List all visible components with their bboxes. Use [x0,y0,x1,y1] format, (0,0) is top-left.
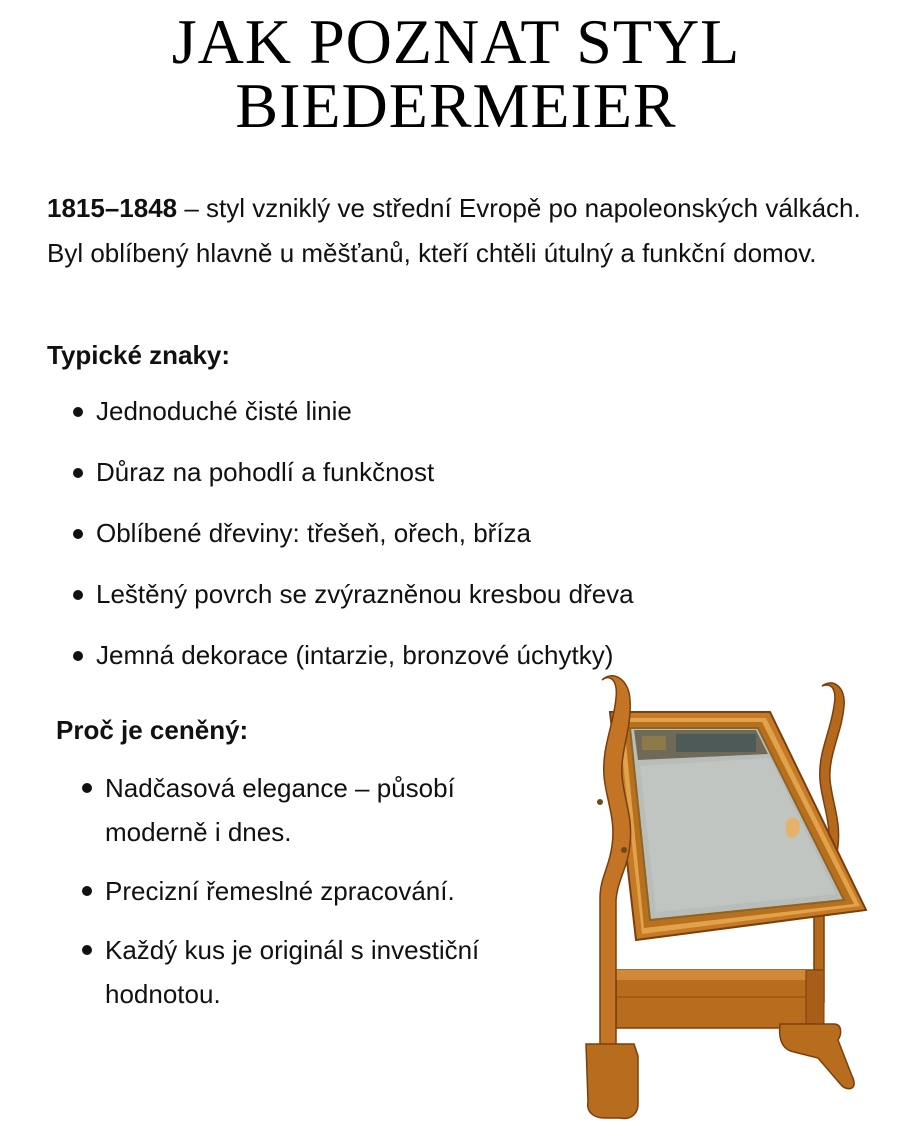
page-title-line-2: BIEDERMEIER [235,70,677,141]
biedermeier-cheval-mirror-icon [580,672,872,1127]
why-valued-list [82,766,552,1031]
typical-features-heading: Typické znaky: [47,340,231,370]
list-item: Nadčasová elegance – působí moderně i dnes. [82,766,552,854]
intro-text: – styl vzniklý ve střední Evropě po napoleonských válkách. Byl oblíbený hlavně u měšťanů, kteří chtěli útulný a funkční domov. [47,193,861,268]
list-item: Jemná dekorace (intarzie, bronzové úchytky) [73,636,833,697]
list-item: Oblíbené dřeviny: třešeň, ořech, bříza [73,514,833,575]
page-title-line-1: JAK POZNAT STYL [171,6,741,77]
list-item: Leštěný povrch se zvýrazněnou kresbou dřeva [73,575,833,636]
typical-features-list [73,392,833,697]
list-item: Jednoduché čisté linie [73,392,833,453]
why-valued-heading: Proč je ceněný: [56,715,249,745]
intro-years: 1815–1848 [47,193,178,223]
list-item: Precizní řemeslné zpracování. [82,869,552,913]
list-item: Každý kus je originál s investiční hodnotou. [82,928,552,1016]
page-title [0,6,912,141]
list-item: Důraz na pohodlí a funkčnost [73,453,833,514]
intro-paragraph [47,186,877,276]
